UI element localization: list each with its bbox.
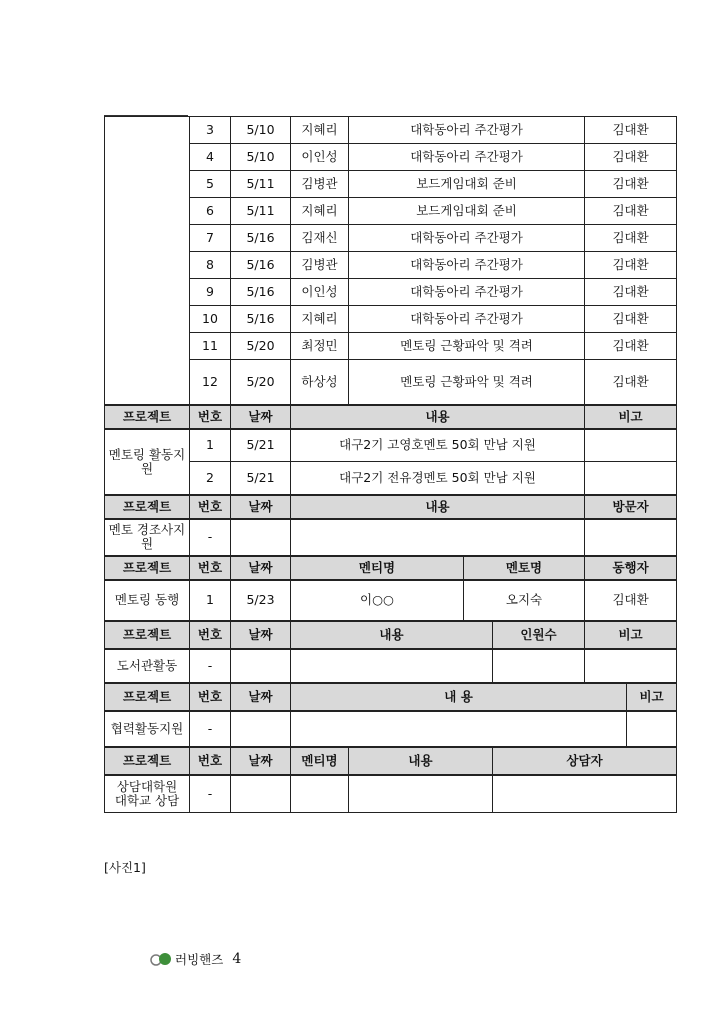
table-row: [105, 360, 677, 405]
row-content: 대학동아리 주간평가: [349, 279, 585, 306]
row-mentor: 오지숙: [464, 580, 585, 621]
row-note: 김대환: [585, 171, 677, 198]
section-header: [105, 683, 677, 711]
row-no: 11: [190, 333, 231, 360]
header-content: 내용: [291, 621, 493, 649]
row-no: 5: [190, 171, 231, 198]
table-row: [105, 429, 677, 462]
table-row: [105, 462, 677, 495]
header-companion: 동행자: [585, 556, 677, 580]
row-date: 5/23: [231, 580, 291, 621]
section-header: [105, 405, 677, 429]
row-date: 5/21: [231, 462, 291, 495]
section-header: [105, 556, 677, 580]
row-no: 1: [190, 429, 231, 462]
table-row: [105, 711, 677, 747]
brand-name: 러빙핸즈: [175, 952, 224, 967]
row-no: -: [190, 649, 231, 683]
row-date: 5/11: [231, 171, 291, 198]
row-no: 12: [190, 360, 231, 405]
header-no: 번호: [190, 495, 231, 519]
row-name: 이인성: [291, 144, 349, 171]
header-project: 프로젝트: [105, 621, 190, 649]
header-mentor: 멘토명: [464, 556, 585, 580]
header-project: 프로젝트: [105, 747, 190, 775]
header-no: 번호: [190, 683, 231, 711]
header-content: 내 용: [291, 683, 627, 711]
header-project: 프로젝트: [105, 495, 190, 519]
header-mentee: 멘티명: [291, 556, 464, 580]
table-row: [105, 306, 677, 333]
row-no: 2: [190, 462, 231, 495]
photo-caption: [사진1]: [104, 860, 146, 875]
table-row: [105, 519, 677, 556]
header-count: 인원수: [493, 621, 585, 649]
row-name: 하상성: [291, 360, 349, 405]
row-note: 김대환: [585, 198, 677, 225]
log-rows: [105, 117, 677, 405]
row-no: 7: [190, 225, 231, 252]
header-content: 내용: [349, 747, 493, 775]
row-content: 보드게임대회 준비: [349, 198, 585, 225]
section-header: [105, 495, 677, 519]
table-row: [105, 171, 677, 198]
row-content: [291, 519, 585, 556]
row-date: [231, 519, 291, 556]
row-date: 5/10: [231, 117, 291, 144]
row-name: 김병관: [291, 171, 349, 198]
row-date: 5/21: [231, 429, 291, 462]
project-cell-continued: [105, 117, 190, 405]
row-date: [231, 711, 291, 747]
header-note: 비고: [627, 683, 677, 711]
section-header: [105, 747, 677, 775]
condolence-section: [105, 495, 677, 556]
row-note: [585, 462, 677, 495]
row-content: 멘토링 근황파악 및 격려: [349, 333, 585, 360]
row-no: 4: [190, 144, 231, 171]
header-date: 날짜: [231, 683, 291, 711]
row-no: 3: [190, 117, 231, 144]
accompany-section: [105, 556, 677, 621]
header-date: 날짜: [231, 621, 291, 649]
header-project: 프로젝트: [105, 683, 190, 711]
header-date: 날짜: [231, 747, 291, 775]
counsel-section: [105, 747, 677, 813]
row-content: [291, 649, 493, 683]
row-note: 김대환: [585, 252, 677, 279]
row-content: 보드게임대회 준비: [349, 171, 585, 198]
row-mentee: 이○○: [291, 580, 464, 621]
row-date: 5/16: [231, 279, 291, 306]
section-header: [105, 621, 677, 649]
table-row: [105, 144, 677, 171]
row-note: [627, 711, 677, 747]
table-row: [105, 252, 677, 279]
row-no: 1: [190, 580, 231, 621]
row-note: 김대환: [585, 144, 677, 171]
row-date: 5/20: [231, 333, 291, 360]
header-date: 날짜: [231, 556, 291, 580]
row-name: 김재신: [291, 225, 349, 252]
mentoring-support-section: [105, 405, 677, 495]
cooperation-section: [105, 683, 677, 747]
header-no: 번호: [190, 556, 231, 580]
table-row: [105, 333, 677, 360]
row-name: 지혜리: [291, 198, 349, 225]
row-content: 대학동아리 주간평가: [349, 306, 585, 333]
row-name: 최정민: [291, 333, 349, 360]
row-count: [493, 649, 585, 683]
row-content: 대학동아리 주간평가: [349, 144, 585, 171]
row-name: 지혜리: [291, 117, 349, 144]
table-row: [105, 117, 677, 144]
project-label: 멘토링 활동지원: [105, 429, 190, 495]
row-content: 대학동아리 주간평가: [349, 117, 585, 144]
header-content: 내용: [291, 405, 585, 429]
row-note: 김대환: [585, 225, 677, 252]
header-no: 번호: [190, 621, 231, 649]
header-date: 날짜: [231, 495, 291, 519]
header-note: 비고: [585, 405, 677, 429]
header-content: 내용: [291, 495, 585, 519]
loving-hands-logo-icon: [150, 950, 172, 968]
row-date: [231, 649, 291, 683]
project-label: 멘토 경조사지원: [105, 519, 190, 556]
row-name: 지혜리: [291, 306, 349, 333]
row-visitor: [585, 519, 677, 556]
project-label: 협력활동지원: [105, 711, 190, 747]
table-row: [105, 775, 677, 813]
row-no: 9: [190, 279, 231, 306]
row-date: [231, 775, 291, 813]
header-date: 날짜: [231, 405, 291, 429]
row-name: 이인성: [291, 279, 349, 306]
row-content: 대학동아리 주간평가: [349, 225, 585, 252]
table-row: [105, 279, 677, 306]
row-no: 10: [190, 306, 231, 333]
footer: [150, 950, 241, 968]
row-name: 김병관: [291, 252, 349, 279]
row-date: 5/16: [231, 306, 291, 333]
row-note: 김대환: [585, 117, 677, 144]
project-label: 상담대학원 대학교 상담: [105, 775, 190, 813]
row-mentee: [291, 775, 349, 813]
header-no: 번호: [190, 747, 231, 775]
row-companion: 김대환: [585, 580, 677, 621]
project-label: 멘토링 동행: [105, 580, 190, 621]
header-no: 번호: [190, 405, 231, 429]
row-note: 김대환: [585, 306, 677, 333]
header-project: 프로젝트: [105, 405, 190, 429]
row-content: [349, 775, 493, 813]
row-counselor: [493, 775, 677, 813]
table-row: [105, 198, 677, 225]
table-row: [105, 580, 677, 621]
row-content: 대구2기 고영호멘토 50회 만남 지원: [291, 429, 585, 462]
row-content: 멘토링 근황파악 및 격려: [349, 360, 585, 405]
row-content: 대구2기 전유경멘토 50회 만남 지원: [291, 462, 585, 495]
header-project: 프로젝트: [105, 556, 190, 580]
row-date: 5/20: [231, 360, 291, 405]
row-no: -: [190, 775, 231, 813]
table-row: [105, 225, 677, 252]
header-mentee: 멘티명: [291, 747, 349, 775]
header-visitor: 방문자: [585, 495, 677, 519]
row-no: 8: [190, 252, 231, 279]
row-note: 김대환: [585, 333, 677, 360]
row-content: 대학동아리 주간평가: [349, 252, 585, 279]
row-note: [585, 649, 677, 683]
table-row: [105, 649, 677, 683]
header-counselor: 상담자: [493, 747, 677, 775]
row-date: 5/11: [231, 198, 291, 225]
project-label: 도서관활동: [105, 649, 190, 683]
row-no: 6: [190, 198, 231, 225]
row-no: -: [190, 711, 231, 747]
row-date: 5/16: [231, 225, 291, 252]
row-content: [291, 711, 627, 747]
row-note: 김대환: [585, 360, 677, 405]
row-date: 5/16: [231, 252, 291, 279]
library-section: [105, 621, 677, 683]
row-date: 5/10: [231, 144, 291, 171]
row-note: [585, 429, 677, 462]
row-no: -: [190, 519, 231, 556]
header-note: 비고: [585, 621, 677, 649]
activity-table: [104, 116, 677, 813]
row-note: 김대환: [585, 279, 677, 306]
page-number: 4: [232, 951, 242, 967]
